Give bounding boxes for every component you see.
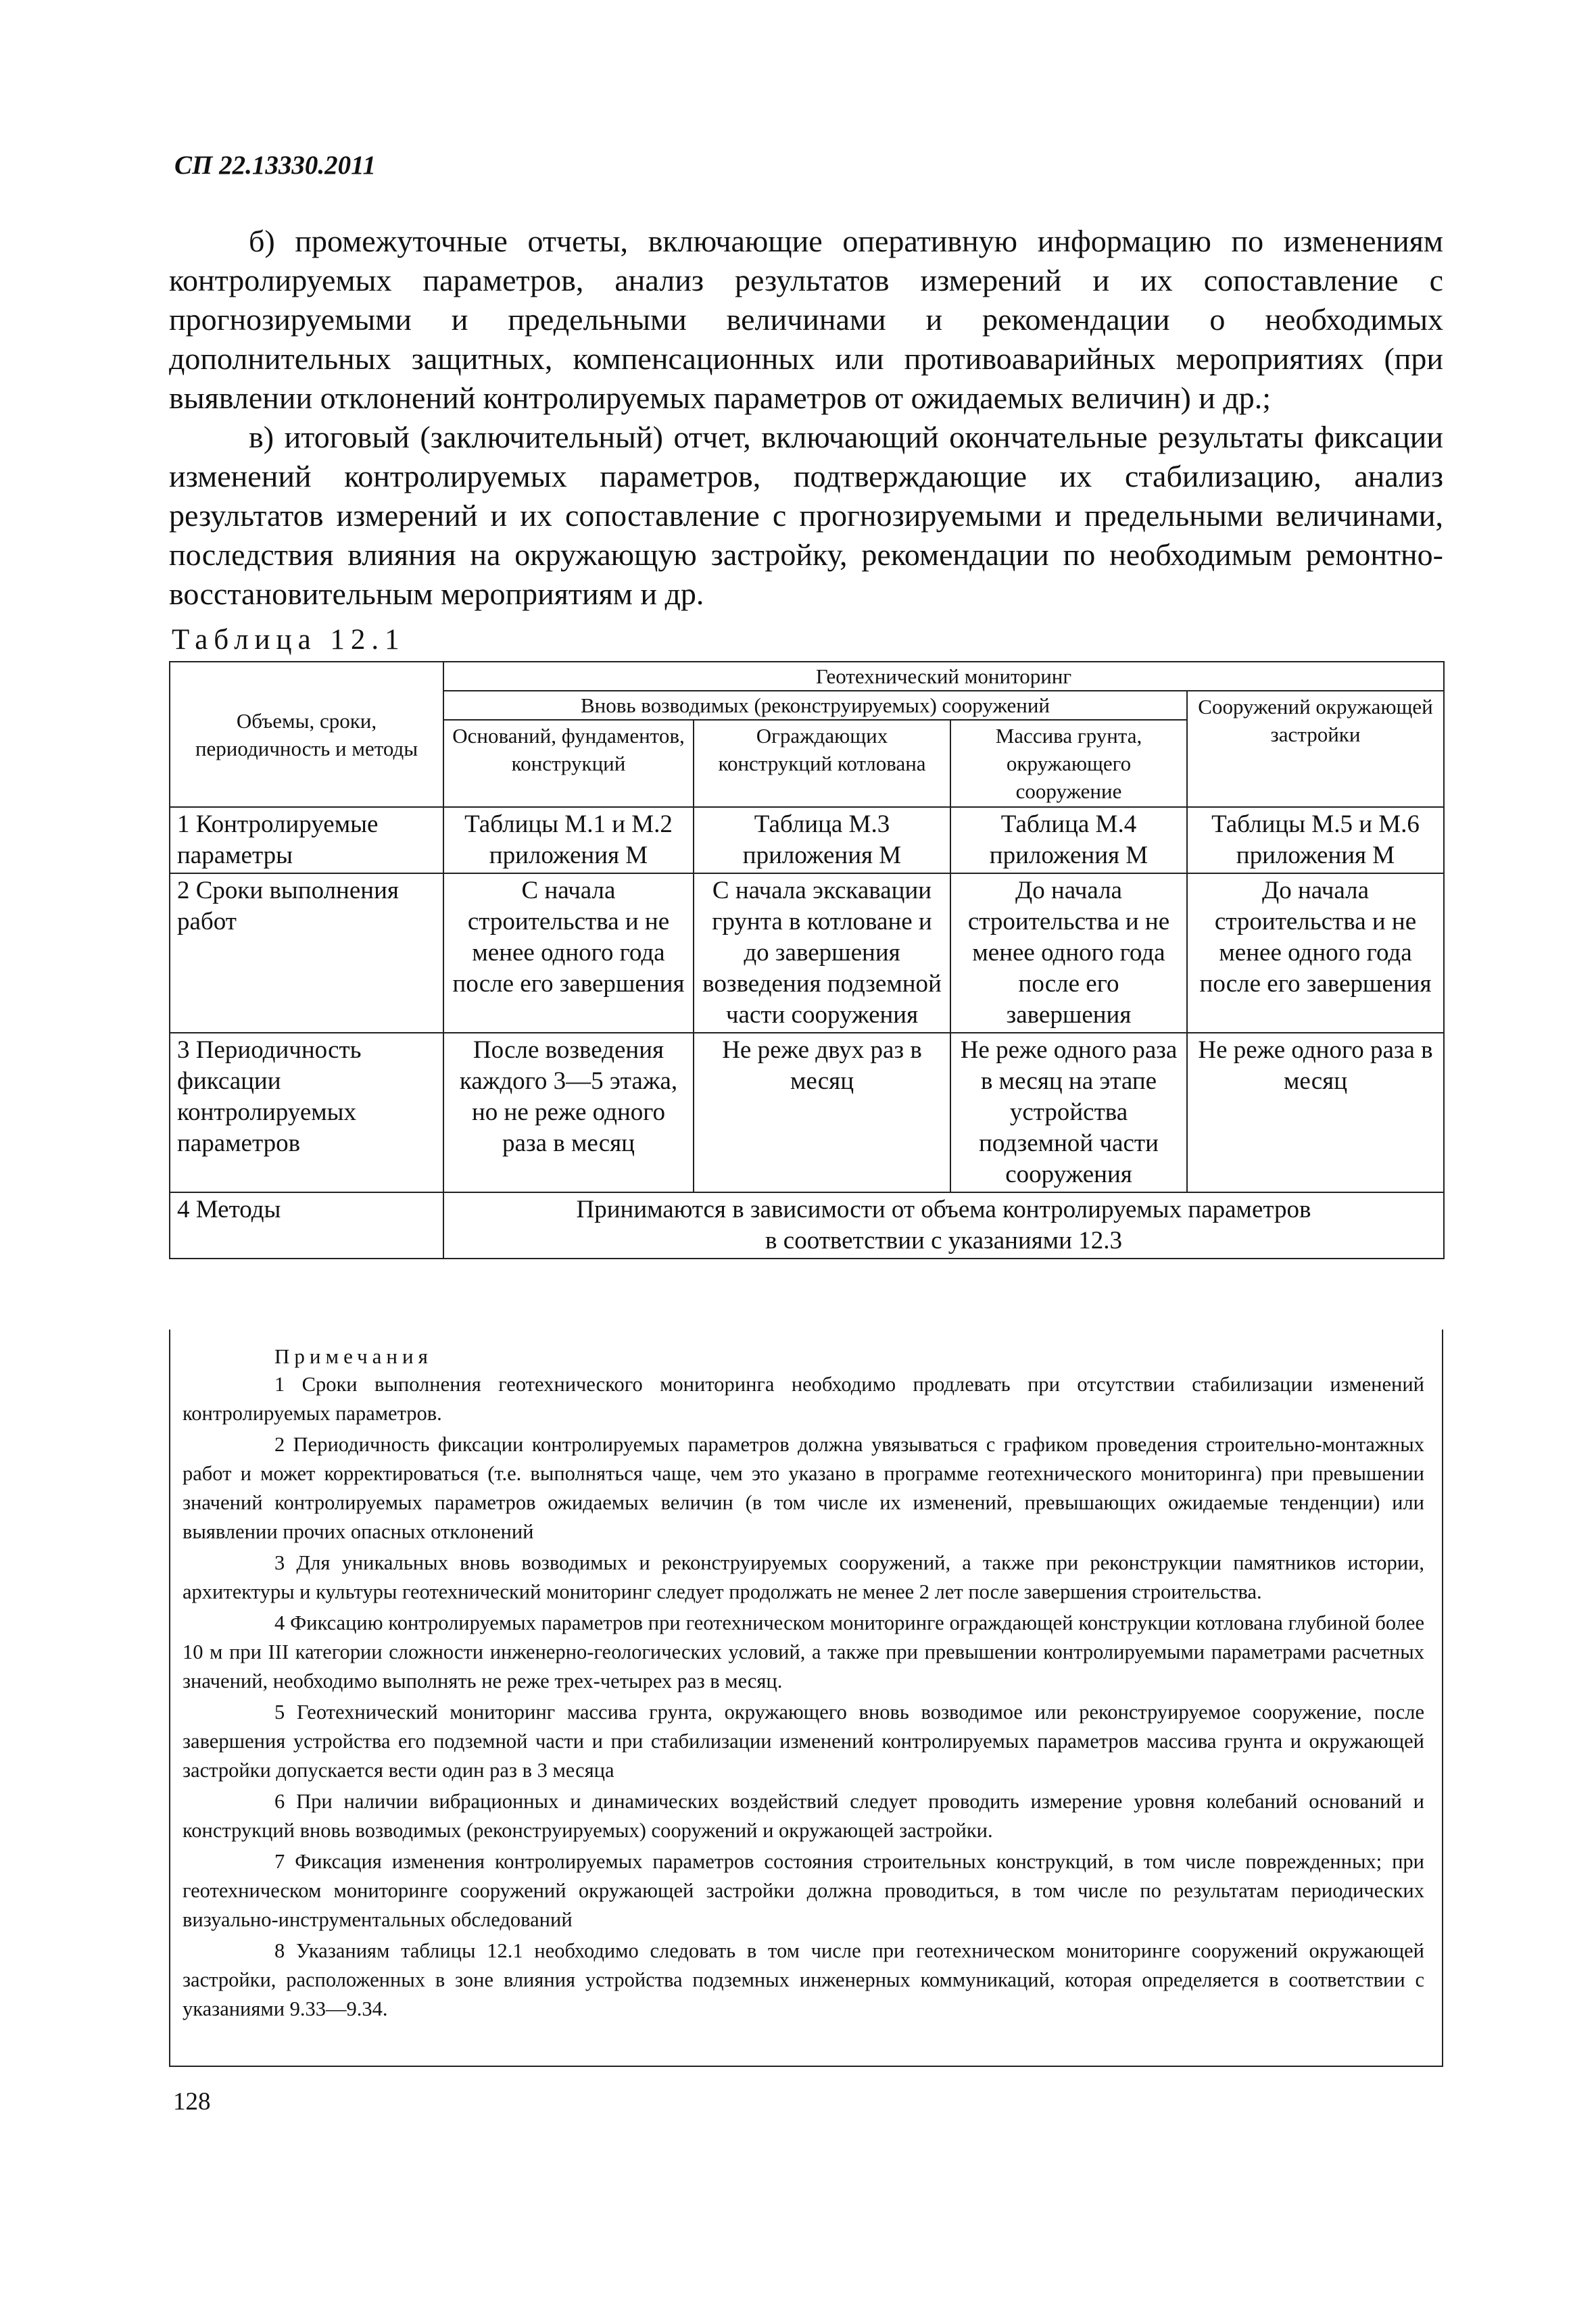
column-header: Массива грунта, окружающего сооружение [950,720,1187,807]
table-row [170,1033,1444,1192]
table-cell: До начала строительства и не менее одного года после его завершения [950,873,1187,1033]
document-code: СП 22.13330.2011 [174,151,376,180]
methods-cell [443,1192,1444,1259]
row-label: 1 Контролируемые параметры [170,807,443,873]
note-item: 3 Для уникальных вновь возводимых и реконструируемых сооружений, а также при реконструкции памятников истории, архитектуры и культуры геотехнический мониторинг следует продолжать не менее 2 лет после завершения строительства. [183,1551,1424,1603]
group-header: Геотехнический мониторинг [443,662,1444,691]
note-item: 5 Геотехнический мониторинг массива грунта, окружающего вновь возводимое или реконструируемое сооружение, после завершения устройства его подземной части и при стабилизации изменений контролируемых параметров массива грунта и окружающей застройки допускается вести один раз в 3 месяца [183,1701,1424,1782]
subgroup-header: Вновь возводимых (реконструируемых) сооружений [443,691,1187,720]
column-header: Оснований, фундаментов, конструкций [443,720,694,807]
table-cell: Таблицы М.1 и М.2 приложения М [443,807,694,873]
methods-line: в соответствии с указаниями 12.3 [765,1227,1122,1254]
note-item: 2 Периодичность фиксации контролируемых параметров должна увязываться с графиком проведения строительно-монтажных работ и может корректироваться (т.е. выполняться чаще, чем это указано в программе геотехнического мониторинга) при превышении значений контролируемых параметров ожидаемых величин (в том числе их изменений, превышающих ожидаемые тенденции) или выявлении прочих опасных отклонений [183,1433,1424,1543]
corner-header: Объемы, сроки, периодичность и методы [170,662,443,807]
note-item: 6 При наличии вибрационных и динамических воздействий следует проводить измерение уровня колебаний оснований и конструкций вновь возводимых (реконструируемых) сооружений и окружающей застройки. [183,1790,1424,1842]
table-cell: До начала строительства и не менее одного года после его завершения [1187,873,1444,1033]
table-cell: Таблицы М.5 и М.6 приложения М [1187,807,1444,873]
note-item: 1 Сроки выполнения геотехнического мониторинга необходимо продлевать при отсутствии стабилизации изменений контролируемых параметров. [183,1373,1424,1425]
notes-block [169,1330,1443,2067]
note-item: 7 Фиксация изменения контролируемых параметров состояния строительных конструкций, в том числе поврежденных; при геотехническом мониторинге сооружений окружающей застройки должна проводиться, в том числе по результатам периодических визуально-инструментальных обследований [183,1850,1424,1931]
table-cell: Таблица М.4 приложения М [950,807,1187,873]
row-label: 4 Методы [170,1192,443,1259]
paragraph-v: в) итоговый (заключительный) отчет, включающий окончательные результаты фиксации изменений контролируемых параметров, подтверждающие их стабилизацию, анализ результатов измерений и их сопоставление с прогнозируемыми и предельными величинами, последствия влияния на окружающую застройку, рекомендации по необходимым ремонтно-восстановительным мероприятиям и др. [169,420,1443,611]
table-row [170,873,1444,1033]
monitoring-table [169,661,1445,1259]
table-cell: Таблица М.3 приложения М [694,807,950,873]
table-row [170,807,1444,873]
table-row [170,1192,1444,1259]
notes-title: Примечания [274,1344,433,1368]
table-header-row [170,662,1444,691]
column-header: Ограждающих конструкций котлована [694,720,950,807]
paragraph-b: б) промежуточные отчеты, включающие оперативную информацию по изменениям контролируемых параметров, анализ результатов измерений и их сопоставление с прогнозируемыми и предельными величинами и рекомендации о необходимых дополнительных защитных, компенсационных или противоаварийных мероприятиях (при выявлении отклонений контролируемых параметров от ожидаемых величин) и др.; [169,224,1443,415]
column-header: Сооружений окружающей застройки [1187,691,1444,807]
table-cell: С начала экскавации грунта в котловане и до завершения возведения подземной части сооружения [694,873,950,1033]
note-item: 8 Указаниям таблицы 12.1 необходимо следовать в том числе при геотехническом мониторинге сооружений окружающей застройки, расположенных в зоне влияния устройства подземных инженерных коммуникаций, которая определяется в соответствии с указаниями 9.33—9.34. [183,1939,1424,2020]
table-caption: Таблица 12.1 [172,624,406,656]
methods-line: Принимаются в зависимости от объема контролируемых параметров [576,1196,1311,1223]
table-cell: Не реже одного раза в месяц на этапе устройства подземной части сооружения [950,1033,1187,1192]
note-item: 4 Фиксацию контролируемых параметров при геотехническом мониторинге ограждающей конструкции котлована глубиной более 10 м при III категории сложности инженерно-геологических условий, а также при превышении контролируемыми параметрами расчетных значений, необходимо выполнять не реже трех-четырех раз в месяц. [183,1611,1424,1692]
row-label: 3 Периодичность фиксации контролируемых параметров [170,1033,443,1192]
table-cell: Не реже одного раза в месяц [1187,1033,1444,1192]
table-cell: С начала строительства и не менее одного года после его завершения [443,873,694,1033]
row-label: 2 Сроки выполнения работ [170,873,443,1033]
table-cell: После возведения каждого 3—5 этажа, но не реже одного раза в месяц [443,1033,694,1192]
table-cell: Не реже двух раз в месяц [694,1033,950,1192]
page-number: 128 [173,2088,211,2116]
